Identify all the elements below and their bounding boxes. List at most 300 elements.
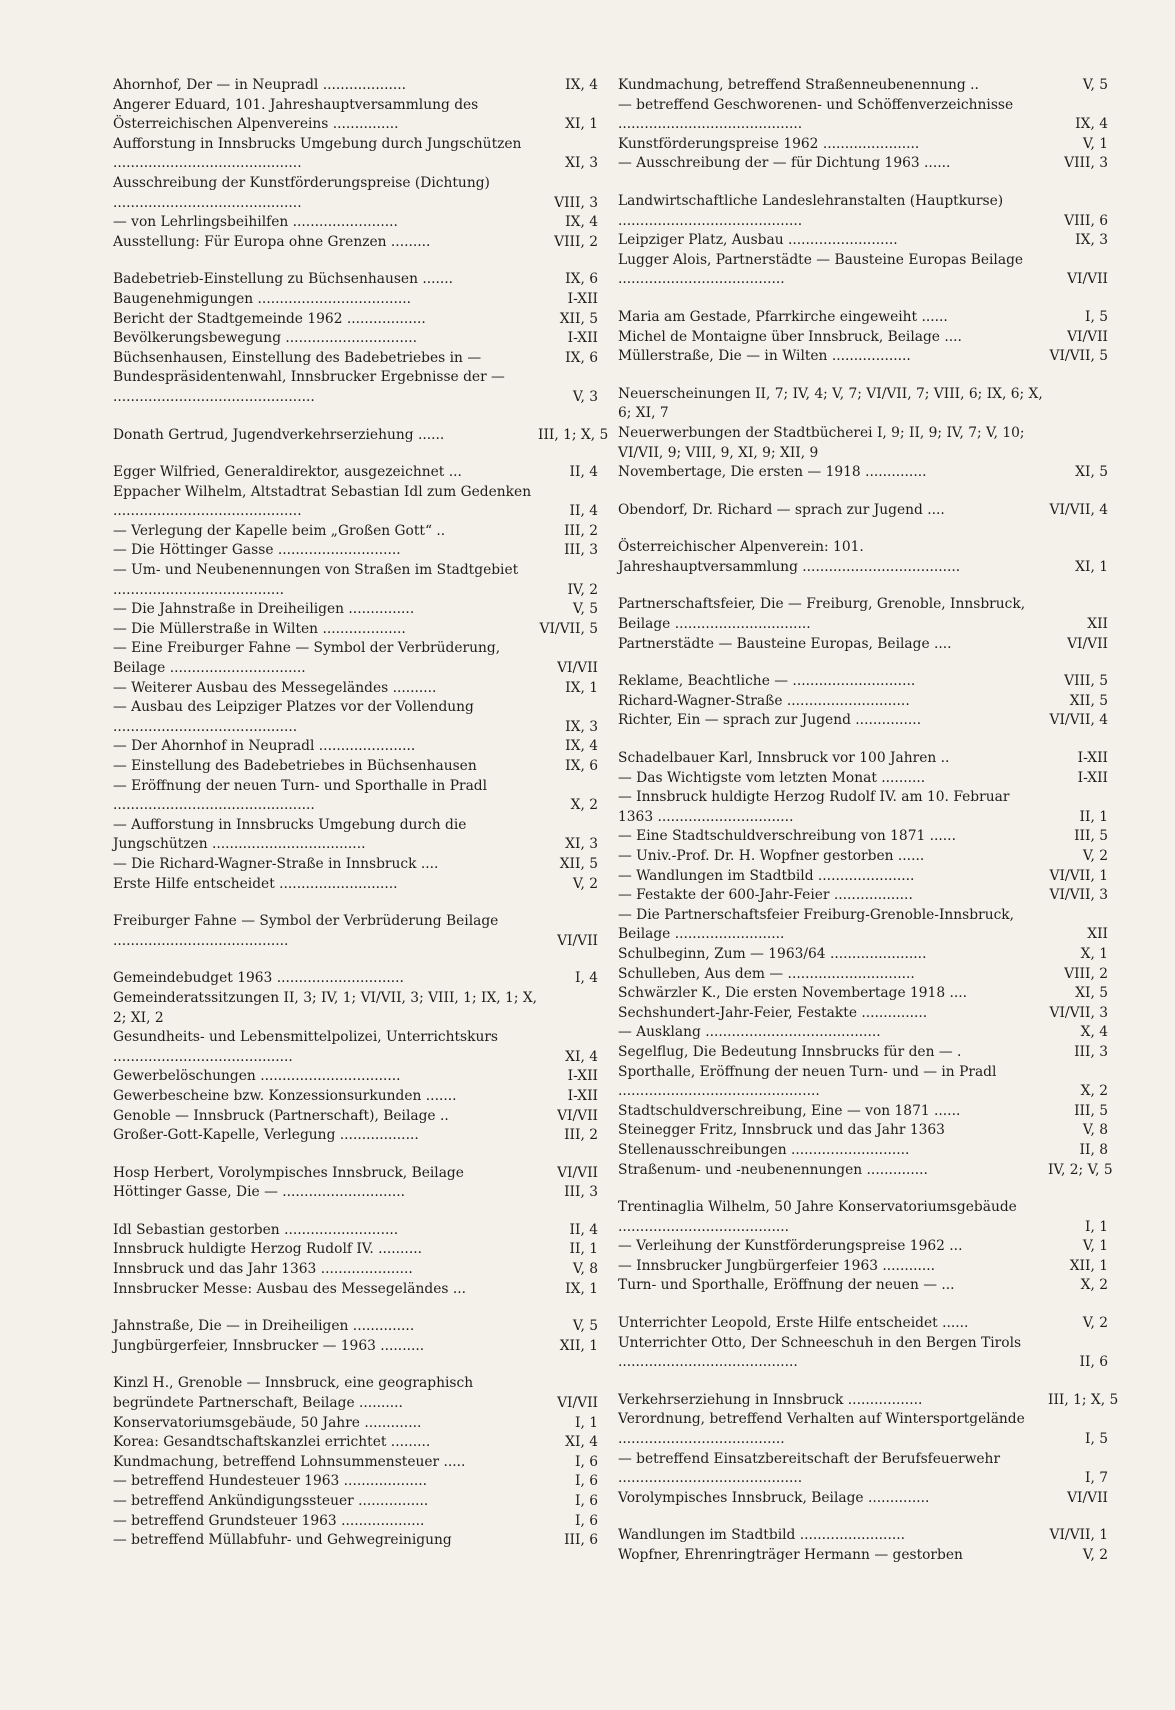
entry-reference: XI, 4 [565, 1048, 598, 1065]
entry-reference: VI/VII [557, 1395, 598, 1412]
entry-text: — Univ.-Prof. Dr. H. Wopfner gestorben ...... [618, 848, 925, 864]
entry-text: Jahnstraße, Die — in Dreiheiligen .............. [113, 1318, 415, 1335]
entry-text: Müllerstraße, Die — in Wilten .................. [618, 348, 911, 365]
entry-text: Gesundheits- und Lebensmittelpolizei, Unterrichtskurs ......................................... [113, 1029, 499, 1065]
index-entry [113, 737, 598, 757]
index-entry [618, 1063, 1108, 1102]
index-letter-group [618, 1526, 1108, 1565]
index-letter-group [618, 76, 1108, 174]
index-entry [113, 310, 598, 330]
index-letter-group [113, 426, 609, 446]
entry-text: — Ausbau des Leipziger Platzes vor der Vollendung .......................................... [113, 699, 474, 735]
entry-text: Gemeinderatssitzungen II, 3; IV, 1; VI/VII, 3; VIII, 1; IX, 1; X, 2; XI, 2 [113, 989, 538, 1026]
index-entry [113, 96, 598, 135]
entry-text: — betreffend Einsatzbereitschaft der Berufsfeuerwehr .......................................... [618, 1450, 1001, 1487]
index-entry [618, 672, 1108, 692]
entry-text: Schulleben, Aus dem — ............................. [618, 965, 915, 982]
index-entry [113, 1337, 598, 1357]
entry-reference: IV, 2; V, 5 [1048, 1161, 1113, 1178]
entry-text: Verkehrserziehung in Innsbruck ................. [618, 1391, 923, 1408]
index-entry [113, 757, 598, 777]
entry-reference: IX, 4 [565, 77, 598, 93]
index-entry [113, 969, 598, 989]
index-letter-group [618, 672, 1108, 731]
entry-reference: VI/VII, 3 [1049, 1004, 1108, 1021]
entry-reference: I-XII [567, 330, 598, 347]
index-letter-group [618, 1314, 1108, 1373]
index-entry [113, 1067, 598, 1087]
index-entry [618, 76, 1108, 96]
index-entry [113, 290, 598, 310]
index-entry [113, 679, 598, 699]
entry-text: Erste Hilfe entscheidet ........................... [113, 875, 398, 892]
index-entry [113, 1492, 598, 1512]
index-entry [113, 463, 598, 483]
index-entry [113, 1164, 598, 1184]
entry-reference: III, 3 [564, 542, 598, 559]
entry-reference: IX, 4 [1075, 116, 1108, 133]
entry-text: Landwirtschaftliche Landeslehranstalten (Hauptkurse) .......................................... [618, 192, 1004, 229]
index-entry [113, 1414, 598, 1434]
entry-reference: X, 2 [570, 797, 598, 814]
entry-reference: I-XII [567, 1068, 598, 1085]
entry-text: — betreffend Geschworenen- und Schöffenverzeichnisse .......................................... [618, 96, 1014, 133]
entry-reference: I, 1 [1085, 1218, 1108, 1235]
index-letter-group [618, 1391, 1119, 1509]
entry-reference: IX, 3 [565, 718, 598, 735]
entry-text: Wopfner, Ehrenringträger Hermann — gestorben [618, 1547, 963, 1563]
entry-text: Genoble — Innsbruck (Partnerschaft), Beilage .. [113, 1107, 449, 1124]
entry-reference: I-XII [567, 1087, 598, 1104]
index-entry [618, 385, 1108, 424]
index-entry [618, 1043, 1108, 1063]
entry-text: Neuerwerbungen der Stadtbücherei I, 9; II, 9; IV, 7; V, 10; VI/VII, 9; VIII, 9, XI, 9; XII, 9 [618, 424, 1025, 461]
entry-text: — Eröffnung der neuen Turn- und Sporthalle in Pradl .............................................. [113, 777, 488, 814]
entry-text: Aufforstung in Innsbrucks Umgebung durch Jungschützen ........................................... [113, 135, 522, 172]
entry-text: — betreffend Hundesteuer 1963 ................... [113, 1473, 428, 1490]
entry-text: Großer-Gott-Kapelle, Verlegung .................. [113, 1127, 419, 1144]
index-column-left [113, 76, 609, 1569]
index-entry [113, 1183, 598, 1203]
entry-text: — Eine Stadtschuldverschreibung von 1871 ...... [618, 828, 956, 845]
entry-text: Baugenehmigungen ................................... [113, 290, 412, 307]
entry-reference: II, 4 [569, 503, 598, 520]
index-entry [113, 1240, 598, 1260]
index-entry [618, 1276, 1108, 1296]
entry-text: Kundmachung, betreffend Lohnsummensteuer ..... [113, 1453, 466, 1470]
entry-reference: II, 1 [1079, 808, 1108, 825]
entry-reference: XII [1087, 616, 1108, 633]
entry-text: Österreichischer Alpenverein: 101. Jahreshauptversammlung .................................... [618, 539, 961, 575]
entry-text: Leipziger Platz, Ausbau ......................... [618, 232, 898, 249]
index-entry [113, 855, 598, 875]
entry-text: Ausstellung: Für Europa ohne Grenzen ......... [113, 233, 431, 250]
entry-reference: VIII, 6 [1064, 212, 1108, 229]
entry-text: Verordnung, betreffend Verhalten auf Wintersportgelände ...................................... [618, 1411, 1025, 1448]
index-entry [113, 522, 598, 542]
entry-reference: III, 5 [1074, 828, 1108, 845]
index-letter-group [113, 1221, 598, 1299]
entry-text: Bundespräsidentenwahl, Innsbrucker Ergebnisse der — .............................................. [113, 369, 505, 405]
entry-reference: I-XII [567, 290, 598, 307]
index-letter-group [113, 1374, 598, 1550]
entry-reference: XII, 5 [559, 310, 598, 327]
entry-reference: VI/VII [557, 660, 598, 677]
entry-reference: IX, 6 [565, 349, 598, 366]
entry-text: Novembertage, Die ersten — 1918 .............. [618, 464, 927, 481]
entry-text: Partnerstädte — Bausteine Europas, Beilage .... [618, 635, 952, 652]
index-entry [113, 620, 598, 640]
entry-text: Eppacher Wilhelm, Altstadtrat Sebastian Idl zum Gedenken ........................................... [113, 483, 532, 520]
index-entry [618, 1198, 1108, 1237]
index-entry [618, 463, 1108, 483]
entry-text: Schwärzler K., Die ersten Novembertage 1918 .... [618, 985, 968, 1002]
entry-reference: I-XII [1077, 769, 1108, 786]
index-entry [113, 875, 598, 895]
index-entry [113, 1107, 598, 1127]
index-entry [618, 945, 1108, 965]
entry-text: Turn- und Sporthalle, Eröffnung der neuen — ... [618, 1277, 955, 1294]
index-entry [618, 635, 1108, 655]
index-entry [618, 135, 1108, 155]
index-entry [113, 1317, 598, 1337]
index-entry [113, 1028, 598, 1067]
entry-reference: XI, 5 [1075, 985, 1108, 1002]
index-letter-group [618, 1198, 1108, 1296]
entry-reference: IX, 1 [565, 1280, 598, 1297]
index-entry [113, 174, 598, 213]
index-entry [618, 847, 1108, 867]
entry-reference: X, 1 [1080, 945, 1108, 962]
entry-text: — Innsbrucker Jungbürgerfeier 1963 ............ [618, 1257, 936, 1274]
entry-reference: VI/VII [1067, 271, 1108, 288]
entry-text: Ahornhof, Der — in Neupradl ................... [113, 77, 407, 93]
entry-reference: IX, 1 [565, 679, 598, 696]
entry-reference: VI/VII, 4 [1049, 712, 1108, 729]
entry-reference: VI/VII [1067, 1489, 1108, 1506]
index-entry [618, 906, 1108, 945]
entry-reference: VI/VII [1067, 635, 1108, 652]
entry-text: Kinzl H., Grenoble — Innsbruck, eine geographisch begründete Partnerschaft, Beilage .......... [113, 1375, 474, 1412]
entry-reference: V, 2 [1082, 848, 1108, 864]
entry-text: — betreffend Ankündigungssteuer ................ [113, 1493, 429, 1509]
entry-reference: III, 5 [1074, 1102, 1108, 1119]
index-entry [113, 270, 598, 290]
entry-text: Kunstförderungspreise 1962 ...................... [618, 135, 920, 152]
entry-text: — Um- und Neubenennungen von Straßen im Stadtgebiet ....................................... [113, 562, 519, 598]
entry-reference: XI, 4 [565, 1434, 598, 1451]
index-entry [618, 984, 1108, 1004]
index-entry [618, 308, 1108, 328]
entry-reference: VIII, 3 [554, 194, 598, 211]
index-entry [618, 1391, 1119, 1411]
entry-text: Neuerscheinungen II, 7; IV, 4; V, 7; VI/VII, 7; VIII, 6; IX, 6; X, 6; XI, 7 [618, 385, 1043, 422]
entry-text: Freiburger Fahne — Symbol der Verbrüderung Beilage ........................................ [113, 913, 499, 949]
entry-reference: X, 4 [1080, 1024, 1108, 1041]
entry-text: Büchsenhausen, Einstellung des Badebetriebes in — [113, 349, 482, 366]
entry-reference: XII, 5 [1069, 692, 1108, 709]
index-entry [618, 501, 1108, 521]
entry-reference: I, 6 [575, 1453, 598, 1470]
entry-reference: XI, 1 [565, 116, 598, 133]
index-entry [113, 541, 598, 561]
index-entry [618, 1004, 1108, 1024]
entry-text: Hosp Herbert, Vorolympisches Innsbruck, Beilage [113, 1164, 464, 1181]
entry-text: — Weiterer Ausbau des Messegeländes .......... [113, 679, 437, 696]
index-entry [618, 251, 1108, 290]
entry-text: Konservatoriumsgebäude, 50 Jahre ............. [113, 1414, 422, 1431]
index-entry [113, 76, 598, 96]
entry-text: Lugger Alois, Partnerstädte — Bausteine Europas Beilage ...................................... [618, 251, 1024, 288]
index-entry [618, 965, 1108, 985]
entry-reference: I, 5 [1085, 308, 1108, 325]
entry-reference: III, 1; X, 5 [538, 426, 609, 443]
index-entry [618, 692, 1108, 712]
entry-text: — Die Jahnstraße in Dreiheiligen ............... [113, 601, 415, 618]
entry-reference: VI/VII [557, 1107, 598, 1124]
entry-reference: XI, 3 [565, 836, 598, 853]
index-letter-group [113, 270, 598, 407]
index-entry [113, 1260, 598, 1280]
entry-text: — betreffend Müllabfuhr- und Gehwegreinigung [113, 1532, 452, 1549]
entry-reference: IX, 4 [565, 738, 598, 755]
entry-text: Jungbürgerfeier, Innsbrucker — 1963 .......... [113, 1337, 425, 1354]
entry-text: Partnerschaftsfeier, Die — Freiburg, Grenoble, Innsbruck, Beilage ............................... [618, 596, 1026, 633]
entry-reference: III, 6 [564, 1532, 598, 1549]
index-entry [618, 595, 1108, 634]
entry-reference: XII, 1 [559, 1337, 598, 1354]
entry-text: Idl Sebastian gestorben .......................... [113, 1221, 399, 1238]
index-entry [113, 639, 598, 678]
entry-text: — Aufforstung in Innsbrucks Umgebung durch die Jungschützen ................................... [113, 816, 467, 853]
index-entry [113, 368, 598, 407]
entry-text: Unterrichter Leopold, Erste Hilfe entscheidet ...... [618, 1315, 969, 1332]
entry-text: — Festakte der 600-Jahr-Feier .................. [618, 887, 913, 904]
entry-reference: VIII, 3 [1064, 155, 1108, 172]
index-entry [113, 1221, 598, 1241]
index-entry [618, 1121, 1108, 1141]
entry-reference: V, 5 [1082, 77, 1108, 93]
index-letter-group [113, 463, 598, 894]
index-entry [618, 538, 1108, 577]
index-entry [618, 769, 1108, 789]
index-entry [113, 1087, 598, 1107]
entry-reference: V, 5 [572, 601, 598, 618]
entry-text: Bevölkerungsbewegung .............................. [113, 330, 417, 347]
entry-text: Innsbruck huldigte Herzog Rudolf IV. .......... [113, 1241, 422, 1258]
index-entry [113, 989, 598, 1028]
entry-text: Unterrichter Otto, Der Schneeschuh in den Bergen Tirols ......................................... [618, 1334, 1022, 1371]
entry-text: — Einstellung des Badebetriebes in Büchsenhausen [113, 758, 477, 774]
entry-reference: XII, 5 [559, 855, 598, 872]
index-entry [618, 1141, 1108, 1161]
entry-reference: II, 6 [1079, 1354, 1108, 1371]
entry-text: Gewerbescheine bzw. Konzessionsurkunden ....... [113, 1087, 457, 1104]
entry-reference: I, 6 [575, 1473, 598, 1490]
index-entry [113, 1126, 598, 1146]
entry-text: Michel de Montaigne über Innsbruck, Beilage .... [618, 328, 962, 345]
entry-reference: VI/VII [557, 1164, 598, 1181]
entry-text: — Ausklang ........................................ [618, 1024, 881, 1041]
entry-text: Segelflug, Die Bedeutung Innsbrucks für den — . [618, 1043, 962, 1060]
entry-reference: VI/VII [1067, 328, 1108, 345]
entry-reference: I, 1 [575, 1414, 598, 1431]
index-column-right [618, 76, 1119, 1584]
index-entry [113, 329, 598, 349]
entry-text: — Wandlungen im Stadtbild ...................... [618, 867, 915, 884]
entry-reference: XI, 3 [565, 155, 598, 172]
entry-reference: I, 7 [1085, 1470, 1108, 1487]
index-entry [618, 749, 1108, 769]
entry-text: Schadelbauer Karl, Innsbruck vor 100 Jahren .. [618, 750, 950, 767]
index-letter-group [618, 749, 1113, 1180]
entry-reference: VI/VII, 4 [1049, 501, 1108, 518]
entry-reference: I, 4 [575, 970, 598, 987]
entry-reference: XI, 1 [1075, 558, 1108, 575]
entry-text: Angerer Eduard, 101. Jahreshauptversammlung des Österreichischen Alpenvereins ............... [113, 96, 479, 133]
index-entry [618, 1526, 1108, 1546]
entry-text: Innsbrucker Messe: Ausbau des Messegeländes ... [113, 1280, 466, 1297]
index-letter-group [618, 308, 1108, 367]
entry-text: Höttinger Gasse, Die — ............................ [113, 1184, 406, 1201]
index-entry [618, 424, 1108, 463]
index-letter-group [113, 969, 598, 1145]
index-entry [618, 231, 1108, 251]
entry-reference: V, 2 [1082, 1315, 1108, 1332]
entry-reference: II, 4 [569, 464, 598, 481]
index-entry [618, 1237, 1108, 1257]
index-entry [113, 600, 598, 620]
index-entry [618, 154, 1108, 174]
entry-reference: V, 8 [1082, 1122, 1108, 1139]
index-entry [113, 426, 609, 446]
index-entry [618, 328, 1108, 348]
index-entry [618, 1410, 1108, 1449]
entry-text: Gemeindebudget 1963 ............................. [113, 970, 404, 987]
entry-text: Vorolympisches Innsbruck, Beilage .............. [618, 1489, 930, 1506]
index-entry [113, 1453, 598, 1473]
index-entry [618, 886, 1108, 906]
entry-reference: I, 5 [1085, 1431, 1108, 1448]
entry-text: Sporthalle, Eröffnung der neuen Turn- und — in Pradl .............................................. [618, 1063, 997, 1100]
index-entry [113, 135, 598, 174]
entry-text: — Ausschreibung der — für Dichtung 1963 ...... [618, 155, 951, 172]
index-entry [113, 561, 598, 600]
entry-text: Wandlungen im Stadtbild ........................ [618, 1527, 905, 1544]
index-entry [113, 1280, 598, 1300]
entry-text: — Die Richard-Wagner-Straße in Innsbruck .... [113, 855, 439, 872]
index-entry [113, 816, 598, 855]
entry-reference: X, 2 [1080, 1277, 1108, 1294]
index-entry [113, 1512, 598, 1532]
index-entry [113, 1531, 598, 1551]
entry-text: Badebetrieb-Einstellung zu Büchsenhausen ....... [113, 271, 454, 288]
entry-text: Egger Wilfried, Generaldirektor, ausgezeichnet ... [113, 464, 462, 481]
entry-text: — betreffend Grundsteuer 1963 ................... [113, 1512, 425, 1529]
entry-reference: III, 3 [1074, 1043, 1108, 1060]
entry-text: — Die Höttinger Gasse ............................ [113, 542, 401, 559]
entry-text: — Die Müllerstraße in Wilten ................... [113, 620, 406, 637]
entry-reference: VIII, 2 [554, 233, 598, 250]
entry-reference: X, 2 [1080, 1083, 1108, 1100]
index-entry [113, 1374, 598, 1413]
entry-reference: VI/VII, 1 [1049, 867, 1108, 884]
entry-text: Steinegger Fritz, Innsbruck und das Jahr 1363 [618, 1122, 945, 1139]
entry-reference: III, 2 [564, 522, 598, 539]
entry-reference: III, 1; X, 5 [1048, 1391, 1119, 1408]
entry-reference: I-XII [1077, 750, 1108, 767]
entry-text: Stellenausschreibungen ........................... [618, 1141, 910, 1158]
entry-reference: IX, 4 [565, 214, 598, 231]
index-letter-group [113, 76, 598, 252]
entry-reference: III, 2 [564, 1127, 598, 1144]
entry-reference: XI, 5 [1075, 464, 1108, 481]
entry-reference: V, 8 [572, 1261, 598, 1278]
entry-text: Straßenum- und -neubenennungen .............. [618, 1161, 928, 1178]
entry-text: Ausschreibung der Kunstförderungspreise (Dichtung) ........................................... [113, 174, 490, 211]
index-entry [618, 1023, 1108, 1043]
entry-text: — Das Wichtigste vom letzten Monat .......... [618, 769, 926, 786]
index-entry [618, 1257, 1108, 1277]
entry-text: Bericht der Stadtgemeinde 1962 .................. [113, 310, 426, 327]
index-entry [618, 192, 1108, 231]
entry-text: — Innsbruck huldigte Herzog Rudolf IV. am 10. Februar 1363 ............................... [618, 789, 1010, 825]
entry-reference: VI/VII, 5 [1049, 348, 1108, 365]
index-letter-group [113, 1164, 598, 1203]
entry-reference: II, 8 [1079, 1141, 1108, 1158]
index-entry [618, 1450, 1108, 1489]
entry-reference: IX, 3 [1075, 232, 1108, 249]
index-entry [618, 711, 1108, 731]
entry-reference: II, 1 [569, 1241, 598, 1258]
index-entry [618, 347, 1108, 367]
entry-text: Richter, Ein — sprach zur Jugend ............... [618, 712, 922, 729]
entry-reference: VI/VII [557, 932, 598, 949]
entry-text: Gewerbelöschungen ................................ [113, 1068, 401, 1085]
entry-text: — Verleihung der Kunstförderungspreise 1962 ... [618, 1238, 963, 1255]
entry-reference: XII [1087, 926, 1108, 943]
index-entry [618, 1546, 1108, 1566]
index-entry [113, 483, 598, 522]
entry-reference: V, 1 [1082, 135, 1108, 152]
index-letter-group [618, 595, 1108, 654]
entry-text: Kundmachung, betreffend Straßenneubenennung .. [618, 77, 979, 93]
entry-reference: II, 4 [569, 1221, 598, 1238]
entry-reference: IX, 6 [565, 271, 598, 288]
entry-reference: VI/VII, 3 [1049, 887, 1108, 904]
entry-reference: VI/VII, 5 [539, 620, 598, 637]
entry-text: Obendorf, Dr. Richard — sprach zur Jugend .... [618, 501, 945, 518]
index-letter-group [618, 385, 1108, 483]
index-letter-group [618, 501, 1108, 521]
index-entry [618, 788, 1108, 827]
entry-text: Schulbeginn, Zum — 1963/64 ...................... [618, 945, 927, 962]
index-entry [618, 867, 1108, 887]
index-entry [618, 1334, 1108, 1373]
entry-reference: V, 2 [572, 875, 598, 892]
index-entry [618, 827, 1108, 847]
index-entry [618, 96, 1108, 135]
index-entry [113, 213, 598, 233]
index-entry [618, 1161, 1113, 1181]
index-entry [618, 1102, 1108, 1122]
entry-text: Reklame, Beachtliche — ............................ [618, 673, 916, 690]
entry-reference: V, 2 [1082, 1547, 1108, 1563]
entry-text: Sechshundert-Jahr-Feier, Festakte ............... [618, 1004, 928, 1021]
entry-text: Richard-Wagner-Straße ............................ [618, 692, 910, 709]
entry-reference: III, 3 [564, 1184, 598, 1201]
entry-reference: VIII, 2 [1064, 965, 1108, 982]
